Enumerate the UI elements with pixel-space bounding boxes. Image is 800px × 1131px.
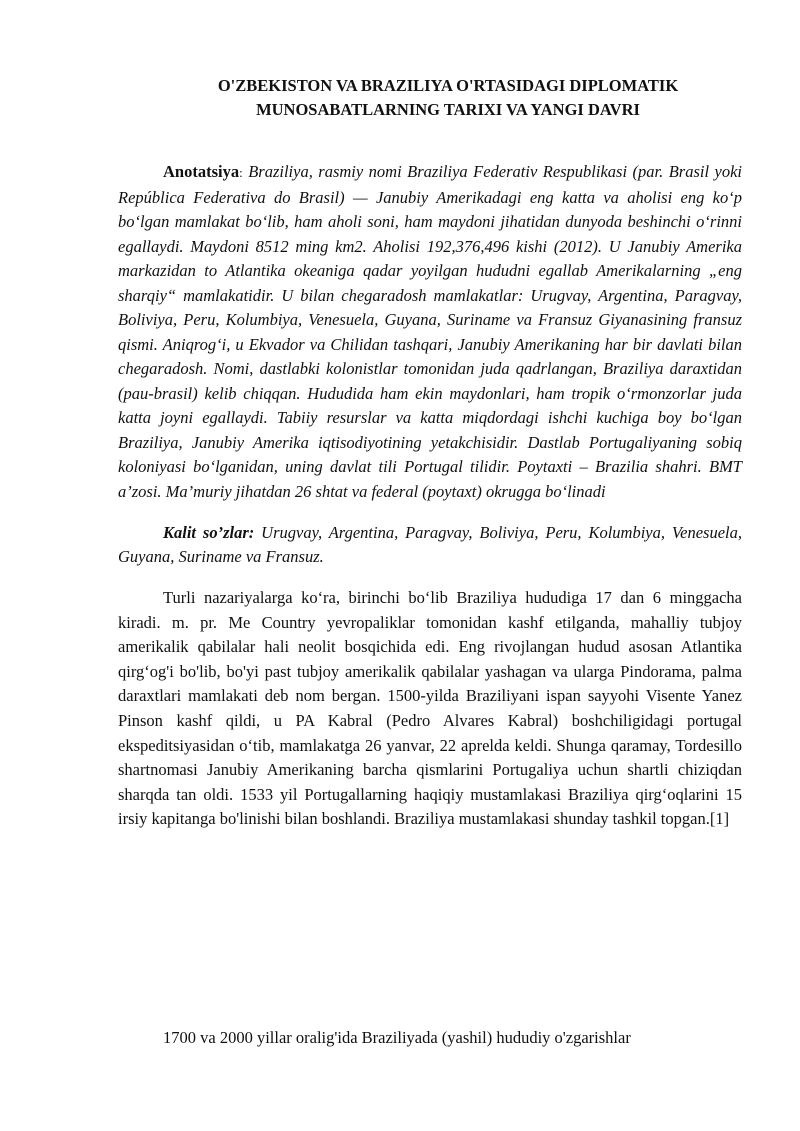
body-paragraph-1: Turli nazariyalarga koʻra, birinchi boʻlib Braziliya hududiga 17 dan 6 minggacha kiradi. m. pr. Me Country yevropaliklar tomonidan kashf etilganda, mahalliy tubjoy amerikalik qabilalar hali neolit bosqichida edi. Eng rivojlangan hudud asosan Atlantika qirgʻog'i bo'lib, bo'yi past tubjoy amerikalik qabilalar yashagan va ularga Pindorama, palma daraxtlari mamlakati deb nom bergan. 1500-yilda Braziliyani ispan sayyohi Visente Yanez Pinson kashf qildi, u PA Kabral (Pedro Alvares Kabral) boshchiligidagi portugal ekspeditsiyasidan oʻtib, mamlakatga 26 yanvar, 22 aprelda keldi. Shunga qaramay, Tordesillo shartnomasi Janubiy Amerikaning barcha qismlarini Portugaliya uchun shartli chiziqdan sharqda tan oldi. 1533 yil Portugallarning haqiqiy mustamlakasi Braziliya qirgʻoqlarini 15 irsiy kapitanga bo'linishi bilan boshlandi. Braziliya mustamlakasi shunday tashkil topgan.[1] [118,588,742,829]
paper-title-line-2: MUNOSABATLARNING TARIXI VA YANGI DAVRI [256,100,640,119]
paper-title-line-1: O'ZBEKISTON VA BRAZILIYA O'RTASIDAGI DIPLOMATIK [217,76,679,95]
document-page [118,74,742,848]
abstract-label: Anotatsiya [163,162,240,181]
keywords-paragraph [118,521,742,570]
keywords-text: Urugvay, Argentina, Paragvay, Boliviya, Peru, Kolumbiya, Venesuela, Guyana, Suriname va Fransuz. [118,522,742,566]
keywords-label: Kalit so’zlar: [163,522,255,542]
paper-title [118,74,742,122]
figure-caption: 1700 va 2000 yillar oralig'ida Braziliyada (yashil) hududiy o'zgarishlar [163,1028,631,1047]
abstract-colon: : [239,165,243,180]
abstract-paragraph [118,160,742,504]
abstract-text: Braziliya, rasmiy nomi Braziliya Federativ Respublikasi (par. Brasil yoki República Federativa do Brasil) — Janubiy Amerikadagi eng katta va aholisi eng koʻp boʻlgan mamlakat boʻlib, ham aholi soni, ham maydoni jihatidan dunyoda beshinchi oʻrinni egallaydi. Maydoni 8512 ming km2. Aholisi 192,376,496 kishi (2012). U Janubiy Amerika markazidan to Atlantika okeaniga qadar yoyilgan hududni egallab Amerikalarning „eng sharqiy“ mamlakatidir. U bilan chegaradosh mamlakatlar: Urugvay, Argentina, Paragvay, Boliviya, Peru, Kolumbiya, Venesuela, Guyana, Suriname va Fransuz Giyanasining fransuz qismi. Aniqrogʻi, u Ekvador va Chilidan tashqari, Janubiy Amerikaning har bir davlati bilan chegaradosh. Nomi, dastlabki kolonistlar tomonidan juda qadrlangan, Braziliya daraxtidan (pau-brasil) kelib chiqqan. Hududida ham ekin maydonlari, ham tropik oʻrmonzorlar juda katta joyni egallaydi. Tabiiy resurslar va katta miqdordagi ishchi kuchiga boy boʻlgan Braziliya, Janubiy Amerika iqtisodiyotining yetakchisidir. Dastlab Portugaliyaning sobiq koloniyasi boʻlganidan, uning davlat tili Portugal tilidir. Poytaxti – Brazilia shahri. BMT a’zosi. Ma’muriy jihatdan 26 shtat va federal (poytaxt) okrugga boʻlinadi [118,162,743,501]
